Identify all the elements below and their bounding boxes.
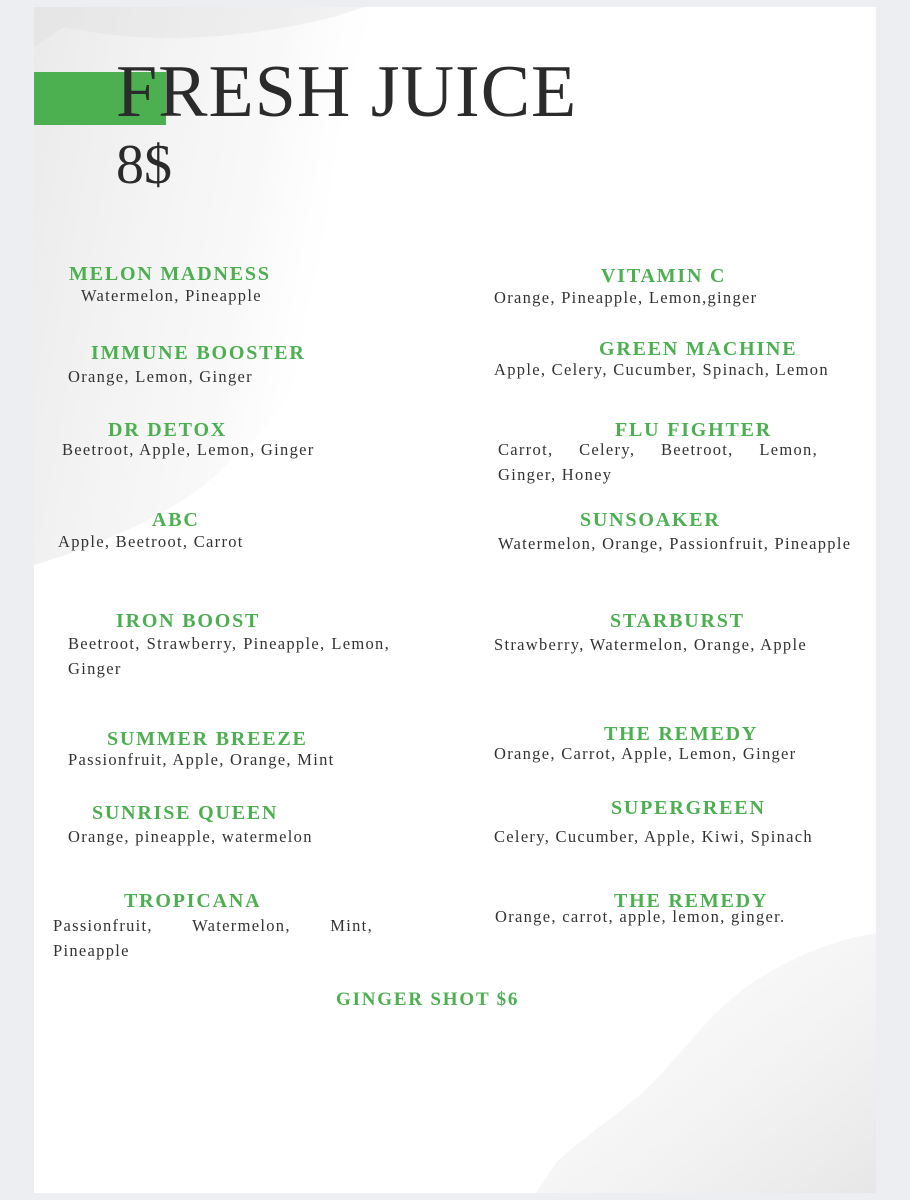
item-desc-iron-boost: Beetroot, Strawberry, Pineapple, Lemon, Ginger (68, 634, 390, 678)
item-desc-the-remedy-2: Orange, carrot, apple, lemon, ginger. (495, 907, 786, 926)
item-name-iron-boost: IRON BOOST (116, 610, 261, 632)
item-name-starburst: STARBURST (610, 610, 745, 632)
item-name-tropicana: TROPICANA (124, 890, 262, 912)
item-name-summer-breeze: SUMMER BREEZE (107, 728, 308, 750)
item-name-dr-detox: DR DETOX (108, 419, 228, 441)
ginger-shot-price: GINGER SHOT $6 (336, 989, 520, 1010)
menu-price: 8$ (116, 134, 172, 196)
item-desc-summer-breeze: Passionfruit, Apple, Orange, Mint (68, 750, 335, 769)
item-name-sunrise-queen: SUNRISE QUEEN (92, 802, 279, 824)
item-desc-vitamin-c: Orange, Pineapple, Lemon,ginger (494, 288, 758, 307)
item-desc-green-machine: Apple, Celery, Cucumber, Spinach, Lemon (494, 360, 829, 379)
menu-page (34, 7, 876, 1193)
item-name-abc: ABC (152, 509, 200, 531)
item-name-immune-booster: IMMUNE BOOSTER (91, 342, 306, 364)
item-name-the-remedy-2: THE REMEDY (614, 890, 769, 912)
item-name-melon-madness: MELON MADNESS (69, 263, 271, 285)
item-name-vitamin-c: VITAMIN C (601, 265, 727, 287)
item-desc-the-remedy: Orange, Carrot, Apple, Lemon, Ginger (494, 744, 797, 763)
item-name-green-machine: GREEN MACHINE (599, 338, 798, 360)
item-name-the-remedy: THE REMEDY (604, 723, 759, 745)
item-desc-tropicana: Passionfruit, Watermelon, Mint, Pineapple (53, 916, 373, 960)
item-desc-supergreen: Celery, Cucumber, Apple, Kiwi, Spinach (494, 827, 813, 846)
item-name-flu-fighter: FLU FIGHTER (615, 419, 773, 441)
item-desc-sunsoaker: Watermelon, Orange, Passionfruit, Pineapple (498, 534, 852, 553)
item-desc-dr-detox: Beetroot, Apple, Lemon, Ginger (62, 440, 315, 459)
item-name-sunsoaker: SUNSOAKER (580, 509, 721, 531)
item-desc-immune-booster: Orange, Lemon, Ginger (68, 367, 253, 386)
item-name-supergreen: SUPERGREEN (611, 797, 766, 819)
item-desc-flu-fighter: Carrot, Celery, Beetroot, Lemon, Ginger, Honey (498, 440, 818, 484)
item-desc-sunrise-queen: Orange, pineapple, watermelon (68, 827, 313, 846)
item-desc-abc: Apple, Beetroot, Carrot (58, 532, 244, 551)
item-desc-starburst: Strawberry, Watermelon, Orange, Apple (494, 635, 807, 654)
watercolor-wash-bottom (516, 933, 876, 1193)
item-desc-melon-madness: Watermelon, Pineapple (81, 286, 262, 305)
menu-title: FRESH JUICE (116, 51, 578, 133)
